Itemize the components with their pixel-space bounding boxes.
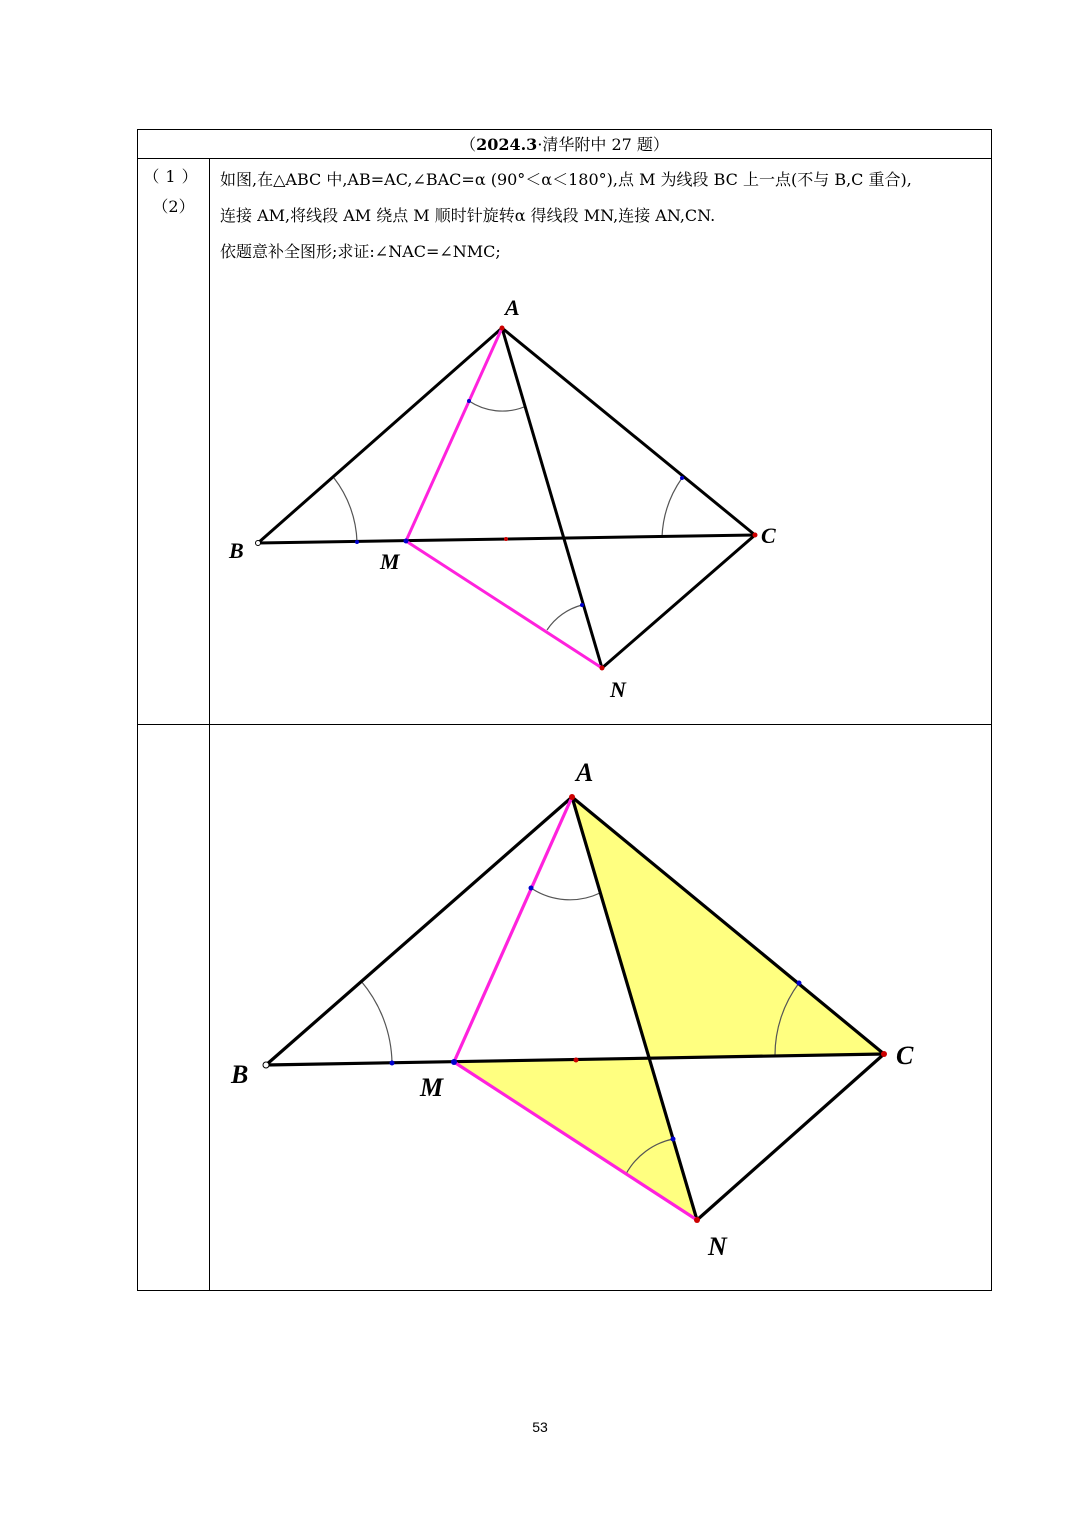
angle-arc-B [361, 981, 392, 1063]
mark-dot-AC [797, 981, 802, 986]
label-C: C [896, 1041, 914, 1070]
question-index-2: （2） [152, 197, 195, 216]
label-A: A [505, 295, 520, 320]
mark-dot-AM [529, 886, 534, 891]
point-C [881, 1051, 887, 1057]
problem-line-3: 依题意补全图形;求证:∠NAC=∠NMC; [220, 242, 501, 261]
point-A [569, 794, 575, 800]
segment-CN [697, 1054, 884, 1220]
label-B: B [231, 1060, 249, 1089]
label-B: B [229, 538, 244, 563]
label-C: C [761, 523, 776, 548]
header-source-rest: ·清华附中 27 题） [537, 135, 669, 154]
mark-dot-BM [390, 1061, 395, 1066]
point-B [263, 1062, 269, 1068]
problem-line-1: 如图,在△ABC 中,AB=AC,∠BAC=α (90°＜α＜180°),点 M 为线段 BC 上一点(不与 B,C 重合), [220, 170, 912, 189]
midpoint-BC [574, 1058, 579, 1063]
mark-dot-AN [671, 1137, 676, 1142]
segment-AB [266, 797, 572, 1065]
label-N: N [610, 677, 626, 702]
label-N: N [708, 1232, 727, 1261]
segment-AM [454, 797, 572, 1062]
point-M [451, 1059, 457, 1065]
point-N [694, 1217, 700, 1223]
problem-line-2: 连接 AM,将线段 AM 绕点 M 顺时针旋转α 得线段 MN,连接 AN,CN. [220, 206, 716, 225]
question-index-1: （1） [143, 167, 204, 186]
label-M: M [420, 1073, 444, 1102]
angle-arc-AMN [531, 888, 600, 900]
page-number: 53 [532, 1419, 548, 1435]
label-M: M [380, 549, 400, 574]
header-source-year: 2024.3 [476, 135, 538, 154]
header-open-paren: （ [460, 135, 477, 154]
label-A: A [576, 758, 594, 787]
